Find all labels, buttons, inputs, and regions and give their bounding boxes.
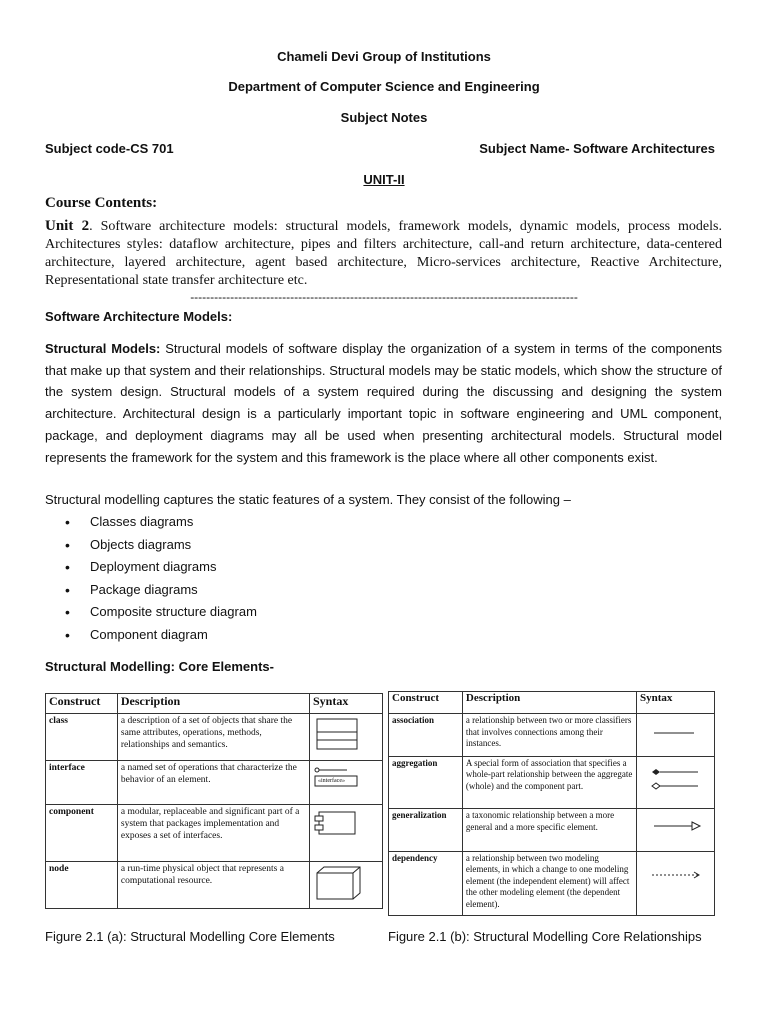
core-relationships-table (388, 691, 715, 916)
aggregation-syntax (636, 756, 714, 809)
generalization-syntax (636, 809, 714, 852)
list-item: • Composite structure diagram (45, 601, 257, 624)
structural-models-label: Structural Models: (45, 341, 161, 356)
list-item: • Classes diagrams (45, 511, 257, 534)
construct-cell: component (46, 805, 118, 862)
component-syntax (310, 805, 383, 862)
table-row (46, 761, 383, 805)
list-item: • Package diagrams (45, 579, 257, 602)
class-syntax (310, 714, 383, 761)
table-row (389, 756, 715, 809)
table-header: Construct (389, 692, 463, 714)
list-item: • Objects diagrams (45, 534, 257, 557)
construct-cell: class (46, 714, 118, 761)
diagram-list (45, 511, 257, 647)
description-cell: a named set of operations that characterize the behavior of an element. (117, 761, 309, 805)
course-contents-heading: Course Contents: (45, 195, 158, 211)
table-row (389, 851, 715, 915)
description-cell: a taxonomic relationship between a more general and a more specific element. (462, 809, 636, 852)
construct-cell: node (46, 862, 118, 909)
interface-syntax (310, 761, 383, 805)
description-cell: a relationship between two modeling elements, in which a change to one modeling element (the independent element) will affect the other modeling element (the dependent element). (462, 851, 636, 915)
description-cell: a run-time physical object that represents a computational resource. (117, 862, 309, 909)
construct-cell: interface (46, 761, 118, 805)
subject-code: Subject code-CS 701 (45, 141, 174, 156)
generalization-arrow-icon (640, 810, 710, 846)
figure-caption-a: Figure 2.1 (a): Structural Modelling Core Elements (45, 929, 335, 944)
table-row (46, 862, 383, 909)
core-elements-title: Structural Modelling: Core Elements- (45, 659, 274, 674)
dependency-arrow-icon (640, 853, 710, 903)
class-box-icon (313, 715, 377, 755)
description-cell: a modular, replaceable and significant part of a system that packages implementation and exposes a set of interfaces. (117, 805, 309, 862)
separator-line: ------------------------------------------------------------------------------------------------- (190, 290, 578, 304)
construct-cell: aggregation (389, 756, 463, 809)
table-row (389, 809, 715, 852)
aggregation-diamond-icon (640, 758, 710, 804)
section-title: Software Architecture Models: (45, 309, 233, 324)
table-row (46, 714, 383, 761)
association-line-icon (640, 715, 710, 751)
figure-caption-b: Figure 2.1 (b): Structural Modelling Core Relationships (388, 929, 702, 944)
component-icon (313, 806, 377, 846)
structural-models-paragraph (45, 338, 722, 468)
dependency-syntax (636, 851, 714, 915)
structural-modelling-intro: Structural modelling captures the static features of a system. They consist of the following – (45, 492, 571, 507)
department-name: Department of Computer Science and Engineering (228, 79, 540, 94)
table-header: Description (117, 694, 309, 714)
description-cell: a description of a set of objects that share the same attributes, operations, methods, relationships and semantics. (117, 714, 309, 761)
description-cell: A special form of association that specifies a whole-part relationship between the aggregate (whole) and the component part. (462, 756, 636, 809)
core-elements-table (45, 693, 383, 909)
list-item: • Deployment diagrams (45, 556, 257, 579)
interface-stereotype: «interface» (318, 778, 345, 784)
subject-name: Subject Name- Software Architectures (479, 141, 715, 156)
course-description: . Software architecture models: structural models, framework models, dynamic models, process models. Architectures styles: dataflow architecture, pipes and filters architecture, call-and return architecture, data-centered architecture, layered architecture, agent based architecture, Micro-services architecture, Reactive Architecture, Representational state transfer architecture etc. (45, 219, 722, 288)
association-syntax (636, 714, 714, 757)
node-syntax (310, 862, 383, 909)
description-cell: a relationship between two or more classifiers that involves connections among their instances. (462, 714, 636, 757)
table-header: Construct (46, 694, 118, 714)
construct-cell: generalization (389, 809, 463, 852)
course-contents-text (45, 217, 722, 290)
table-header: Syntax (310, 694, 383, 714)
list-item: • Component diagram (45, 624, 257, 647)
structural-models-text: Structural models of software display the organization of a system in terms of the components that make up that system and their relationships. Structural models may be static models, which show the structure of the system design. Structural models of a system required during the discussing and designing the system architecture. Architectural design is a particularly important topic in software engineering and UML component, package, and deployment diagrams may all be used when presenting architectural models. Structural model represents the framework for the system and this framework is the place where all other components exist. (45, 341, 722, 465)
construct-cell: association (389, 714, 463, 757)
table-row (389, 714, 715, 757)
construct-cell: dependency (389, 851, 463, 915)
institution-name: Chameli Devi Group of Institutions (277, 49, 491, 64)
table-row (46, 805, 383, 862)
table-header: Syntax (636, 692, 714, 714)
table-header: Description (462, 692, 636, 714)
unit-title: UNIT-II (363, 172, 405, 187)
node-cube-icon (313, 863, 377, 903)
document-type: Subject Notes (340, 110, 428, 125)
unit-label: Unit 2 (45, 218, 90, 234)
